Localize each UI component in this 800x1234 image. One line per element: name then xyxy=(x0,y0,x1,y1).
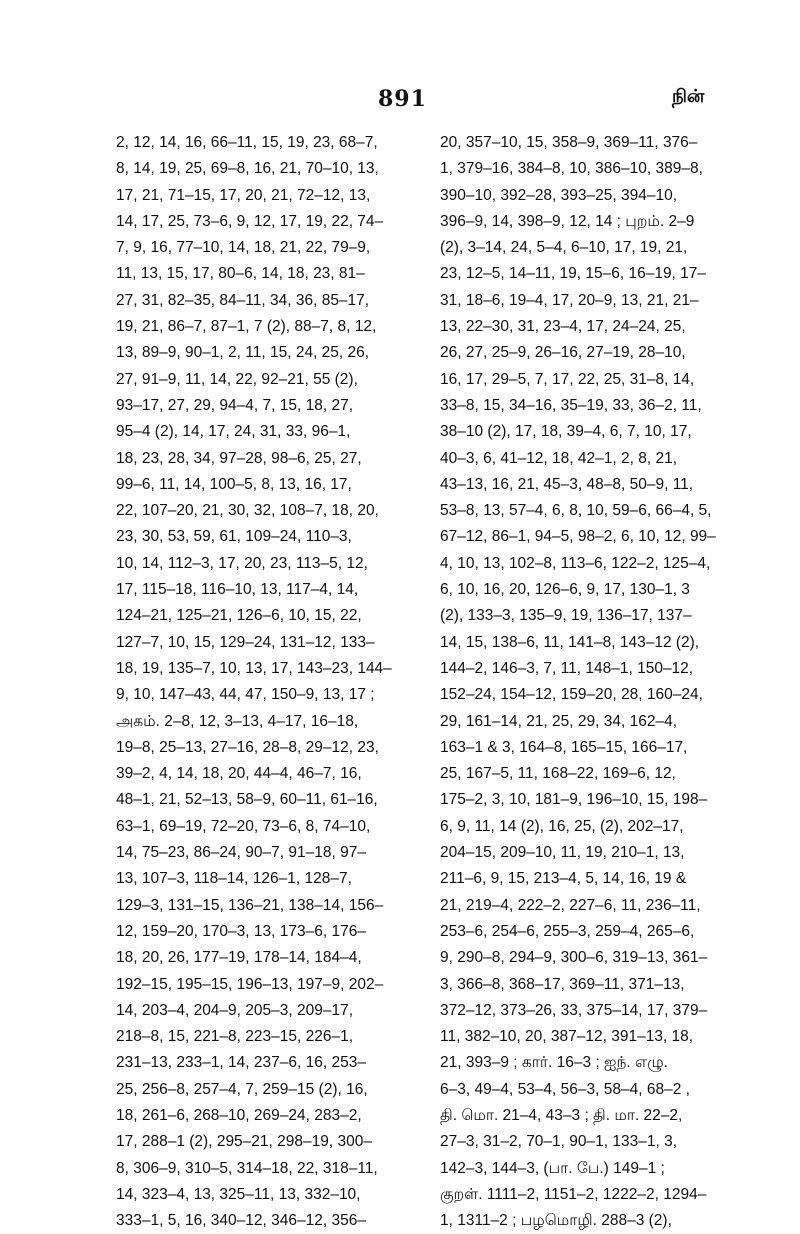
index-line: 11, 382–10, 20, 387–12, 391–13, 18, xyxy=(440,1028,694,1046)
index-line: 17, 115–18, 116–10, 13, 117–4, 14, xyxy=(116,581,359,599)
index-line: 21, 393–9 ; கார். 16–3 ; ஐந். எழு. xyxy=(440,1054,668,1072)
index-line: 39–2, 4, 14, 18, 20, 44–4, 46–7, 16, xyxy=(116,765,362,783)
index-line: 14, 17, 25, 73–6, 9, 12, 17, 19, 22, 74– xyxy=(116,212,384,230)
index-line: 163–1 & 3, 164–8, 165–15, 166–17, xyxy=(440,738,688,756)
index-line: 14, 323–4, 13, 325–11, 13, 332–10, xyxy=(116,1185,361,1203)
index-line: 48–1, 21, 52–13, 58–9, 60–11, 61–16, xyxy=(116,791,378,809)
index-line: 38–10 (2), 17, 18, 39–4, 6, 7, 10, 17, xyxy=(440,423,692,441)
index-line: 152–24, 154–12, 159–20, 28, 160–24, xyxy=(440,686,703,704)
index-line: 27–3, 31–2, 70–1, 90–1, 133–1, 3, xyxy=(440,1133,678,1151)
index-line: 53–8, 13, 57–4, 6, 8, 10, 59–6, 66–4, 5, xyxy=(440,502,712,520)
index-line: 19–8, 25–13, 27–16, 28–8, 29–12, 23, xyxy=(116,738,379,756)
index-line: 7, 9, 16, 77–10, 14, 18, 21, 22, 79–9, xyxy=(116,239,371,257)
index-line: அகம். 2–8, 12, 3–13, 4–17, 16–18, xyxy=(116,712,359,730)
index-line: 23, 12–5, 14–11, 19, 15–6, 16–19, 17– xyxy=(440,265,707,283)
index-line: 33–8, 15, 34–16, 35–19, 33, 36–2, 11, xyxy=(440,396,702,414)
index-line: 6–3, 49–4, 53–4, 56–3, 58–4, 68–2 , xyxy=(440,1080,690,1098)
index-line: 22, 107–20, 21, 30, 32, 108–7, 18, 20, xyxy=(116,502,379,520)
index-line: 29, 161–14, 21, 25, 29, 34, 162–4, xyxy=(440,712,678,730)
index-line: 13, 107–3, 118–14, 126–1, 128–7, xyxy=(116,870,352,888)
index-line: 204–15, 209–10, 11, 19, 210–1, 13, xyxy=(440,844,685,862)
index-line: 19, 21, 86–7, 87–1, 7 (2), 88–7, 8, 12, xyxy=(116,318,377,336)
index-line: 17, 21, 71–15, 17, 20, 21, 72–12, 13, xyxy=(116,186,371,204)
index-line: 13, 89–9, 90–1, 2, 11, 15, 24, 25, 26, xyxy=(116,344,370,362)
index-line: 63–1, 69–19, 72–20, 73–6, 8, 74–10, xyxy=(116,817,371,835)
index-line: 93–17, 27, 29, 94–4, 7, 15, 18, 27, xyxy=(116,396,354,414)
index-line: 1, 379–16, 384–8, 10, 386–10, 389–8, xyxy=(440,160,703,178)
index-line: 10, 14, 112–3, 17, 20, 23, 113–5, 12, xyxy=(116,554,368,572)
index-line: 43–13, 16, 21, 45–3, 48–8, 50–9, 11, xyxy=(440,475,694,493)
index-line: 333–1, 5, 16, 340–12, 346–12, 356– xyxy=(116,1212,366,1230)
index-line: 8, 14, 19, 25, 69–8, 16, 21, 70–10, 13, xyxy=(116,160,379,178)
index-line: 13, 22–30, 31, 23–4, 17, 24–24, 25, xyxy=(440,318,686,336)
index-line: 2, 12, 14, 16, 66–11, 15, 19, 23, 68–7, xyxy=(116,134,378,151)
index-line: 25, 256–8, 257–4, 7, 259–15 (2), 16, xyxy=(116,1080,368,1098)
index-line: 25, 167–5, 11, 168–22, 169–6, 12, xyxy=(440,765,676,783)
index-line: (2), 133–3, 135–9, 19, 136–17, 137– xyxy=(440,607,692,625)
index-line: 396–9, 14, 398–9, 12, 14 ; புறம். 2–9 xyxy=(440,212,695,230)
index-line: 124–21, 125–21, 126–6, 10, 15, 22, xyxy=(116,607,362,625)
index-line: 14, 15, 138–6, 11, 141–8, 143–12 (2), xyxy=(440,633,700,651)
index-line: 27, 91–9, 11, 14, 22, 92–21, 55 (2), xyxy=(116,370,358,388)
index-line: 231–13, 233–1, 14, 237–6, 16, 253– xyxy=(116,1054,366,1072)
index-line: 21, 219–4, 222–2, 227–6, 11, 236–11, xyxy=(440,896,701,914)
index-line: 211–6, 9, 15, 213–4, 5, 14, 16, 19 & xyxy=(440,870,687,888)
index-line: 4, 10, 13, 102–8, 113–6, 122–2, 125–4, xyxy=(440,554,711,572)
left-column xyxy=(116,130,392,1234)
index-line: 18, 19, 135–7, 10, 13, 17, 143–23, 144– xyxy=(116,659,392,677)
index-line: 218–8, 15, 221–8, 223–15, 226–1, xyxy=(116,1028,354,1046)
index-line: 26, 27, 25–9, 26–16, 27–19, 28–10, xyxy=(440,344,686,362)
index-line: 6, 10, 16, 20, 126–6, 9, 17, 130–1, 3 xyxy=(440,581,690,599)
index-line: 175–2, 3, 10, 181–9, 196–10, 15, 198– xyxy=(440,791,708,809)
index-line: 18, 23, 28, 34, 97–28, 98–6, 25, 27, xyxy=(116,449,362,467)
index-line: 67–12, 86–1, 94–5, 98–2, 6, 10, 12, 99– xyxy=(440,528,716,546)
index-line: 16, 17, 29–5, 7, 17, 22, 25, 31–8, 14, xyxy=(440,370,695,388)
index-line: 31, 18–6, 19–4, 17, 20–9, 13, 21, 21– xyxy=(440,291,699,309)
running-head: நின் xyxy=(672,86,705,107)
index-line: 14, 203–4, 204–9, 205–3, 209–17, xyxy=(116,1001,354,1019)
index-line: 99–6, 11, 14, 100–5, 8, 13, 16, 17, xyxy=(116,475,352,493)
index-line: 9, 290–8, 294–9, 300–6, 319–13, 361– xyxy=(440,949,708,967)
index-line: 20, 357–10, 15, 358–9, 369–11, 376– xyxy=(440,134,698,151)
index-line: 11, 13, 15, 17, 80–6, 14, 18, 23, 81– xyxy=(116,265,365,283)
index-line: 192–15, 195–15, 196–13, 197–9, 202– xyxy=(116,975,384,993)
index-line: 18, 20, 26, 177–19, 178–14, 184–4, xyxy=(116,949,362,967)
index-line: 142–3, 144–3, (பா. பே.) 149–1 ; xyxy=(440,1159,665,1177)
index-line: 129–3, 131–15, 136–21, 138–14, 156– xyxy=(116,896,384,914)
index-line: 6, 9, 11, 14 (2), 16, 25, (2), 202–17, xyxy=(440,817,684,835)
index-line: 14, 75–23, 86–24, 90–7, 91–18, 97– xyxy=(116,844,366,862)
index-line: 40–3, 6, 41–12, 18, 42–1, 2, 8, 21, xyxy=(440,449,678,467)
index-line: 8, 306–9, 310–5, 314–18, 22, 318–11, xyxy=(116,1159,378,1177)
index-line: 9, 10, 147–43, 44, 47, 150–9, 13, 17 ; xyxy=(116,686,375,704)
index-line: 23, 30, 53, 59, 61, 109–24, 110–3, xyxy=(116,528,352,546)
page-number: 891 xyxy=(378,86,427,112)
index-line: 390–10, 392–28, 393–25, 394–10, xyxy=(440,186,678,204)
index-line: 253–6, 254–6, 255–3, 259–4, 265–6, xyxy=(440,922,695,940)
index-line: 12, 159–20, 170–3, 13, 173–6, 176– xyxy=(116,922,366,940)
index-line: 1, 1311–2 ; பழமொழி. 288–3 (2), xyxy=(440,1212,672,1230)
index-line: 127–7, 10, 15, 129–24, 131–12, 133– xyxy=(116,633,375,651)
index-line: 18, 261–6, 268–10, 269–24, 283–2, xyxy=(116,1106,362,1124)
right-column xyxy=(440,130,716,1234)
index-line: 17, 288–1 (2), 295–21, 298–19, 300– xyxy=(116,1133,372,1151)
index-line: 3, 366–8, 368–17, 369–11, 371–13, xyxy=(440,975,685,993)
index-line: 95–4 (2), 14, 17, 24, 31, 33, 96–1, xyxy=(116,423,351,441)
index-line: தி. மொ. 21–4, 43–3 ; தி. மா. 22–2, xyxy=(440,1106,683,1124)
index-line: குறள். 1111–2, 1151–2, 1222–2, 1294– xyxy=(440,1185,707,1203)
index-line: 144–2, 146–3, 7, 11, 148–1, 150–12, xyxy=(440,659,694,677)
index-line: 372–12, 373–26, 33, 375–14, 17, 379– xyxy=(440,1001,708,1019)
index-line: 27, 31, 82–35, 84–11, 34, 36, 85–17, xyxy=(116,291,370,309)
index-line: (2), 3–14, 24, 5–4, 6–10, 17, 19, 21, xyxy=(440,239,688,257)
